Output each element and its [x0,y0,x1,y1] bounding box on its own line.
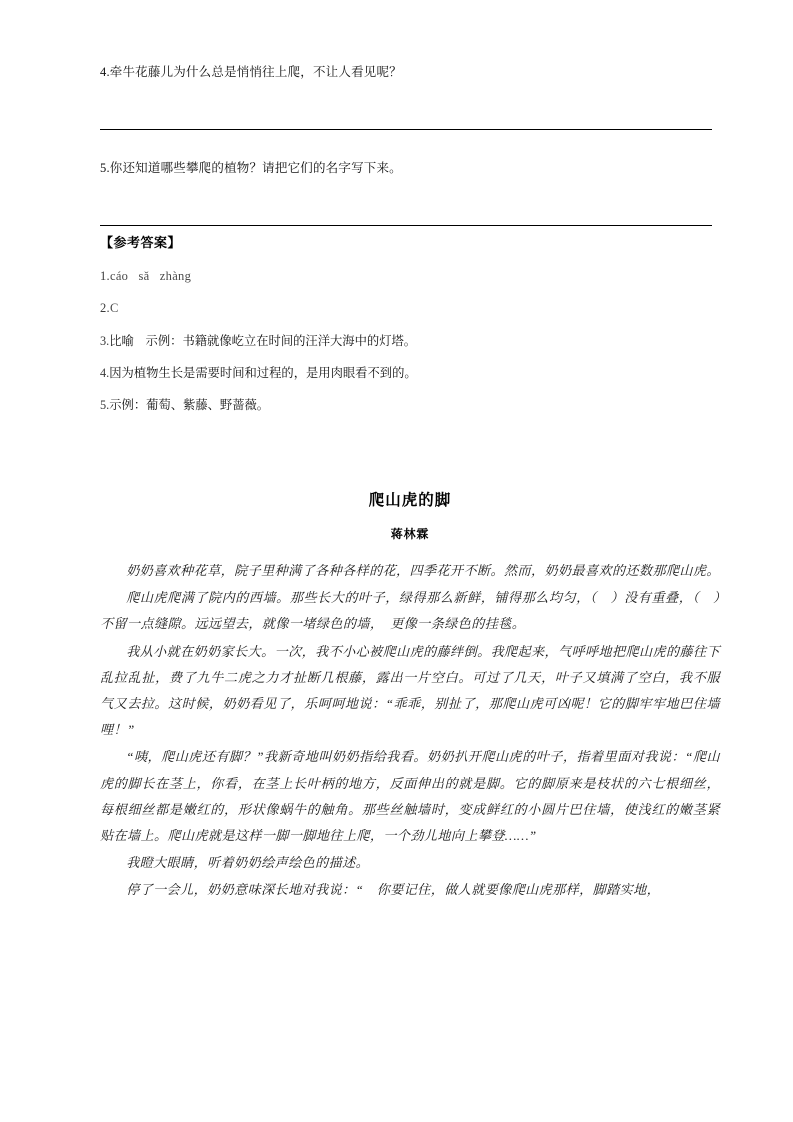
question-text: 牵牛花藤儿为什么总是悄悄往上爬，不让人看见呢？ [109,64,402,79]
answer-text: C [109,301,119,316]
article-paragraph: 奶奶喜欢种花草，院子里种满了各种各样的花，四季花开不断。然而，奶奶最喜欢的还数那爬山虎。 [126,563,720,578]
answer-number: 3. [100,333,110,348]
answer-key-item-4 [100,364,720,383]
answer-number: 4. [100,365,110,380]
question-text: 你还知道哪些攀爬的植物？请把它们的名字写下来。 [109,160,402,175]
question-item-5 [100,158,720,178]
answer-text: 示例：葡萄、紫藤、野蔷薇。 [109,397,270,412]
answer-key-section [100,232,720,428]
answer-text: 比喻 示例：书籍就像屹立在时间的汪洋大海中的灯塔。 [109,333,417,348]
article-paragraph: 爬山虎爬满了院内的西墙。那些长大的叶子，绿得那么新鲜，铺得那么均匀，（ ）没有重叠，（ ）不留一点缝隙。远远望去，就像一堵绿色的墙， 更像一条绿色的挂毯。 [100,590,720,632]
answer-text: 因为植物生长是需要时间和过程的，是用肉眼看不到的。 [109,365,417,380]
question-number: 5. [100,161,110,175]
article-author: 蒋林霖 [390,527,430,541]
spacer [100,130,720,158]
article-paragraph: 停了一会儿，奶奶意味深长地对我说：“ 你要记住，做人就要像爬山虎那样，脚踏实地， [126,882,661,898]
writing-space-4 [100,82,720,129]
writing-space-5 [100,178,720,225]
answer-key-item-3 [100,332,720,351]
article-paragraph: 我从小就在奶奶家长大。一次，我不小心被爬山虎的藤绊倒。我爬起来，气呼呼地把爬山虎的藤往下乱拉乱扯，费了九牛二虎之力才扯断几根藤，露出一片空白。可过了几天，叶子又填满了空白，我不服气又去拉。这时候，奶奶看见了，乐呵呵地说：“乖乖，别扯了，那爬山虎可凶呢！它的脚牢牢地巴住墙哩！” [100,643,720,738]
answer-key-item-1 [100,267,720,286]
answer-number: 5. [100,397,110,412]
answer-key-item-5 [100,396,720,415]
question-number: 4. [100,65,110,79]
answer-text: cáo sǎ zhàng [109,269,192,283]
article-paragraph: 我瞪大眼睛，听着奶奶绘声绘色的描述。 [126,855,370,871]
article-title: 爬山虎的脚 [368,491,452,509]
answer-key-item-2 [100,299,720,318]
article-paragraph: “咦，爬山虎还有脚？”我新奇地叫奶奶指给我看。奶奶扒开爬山虎的叶子，指着里面对我说：“爬山虎的脚长在茎上，你看，在茎上长叶柄的地方，反面伸出的就是脚。它的脚原来是枝状的六七根细丝，每根细丝都是嫩红的，形状像蜗牛的触角。那些丝触墙时，变成鲜红的小圆片巴住墙，使浅红的嫩茎紧贴在墙上。爬山虎就是这样一脚一脚地往上爬，一个劲儿地向上攀登……” [100,749,720,843]
article-section [100,488,720,904]
article-body [100,558,720,903]
question-item-4 [100,62,720,82]
answer-number: 2. [100,301,110,316]
answer-key-heading: 【参考答案】 [100,236,182,251]
answer-rule-5 [100,225,712,226]
answer-number: 1. [100,269,110,283]
question-section [100,62,720,226]
